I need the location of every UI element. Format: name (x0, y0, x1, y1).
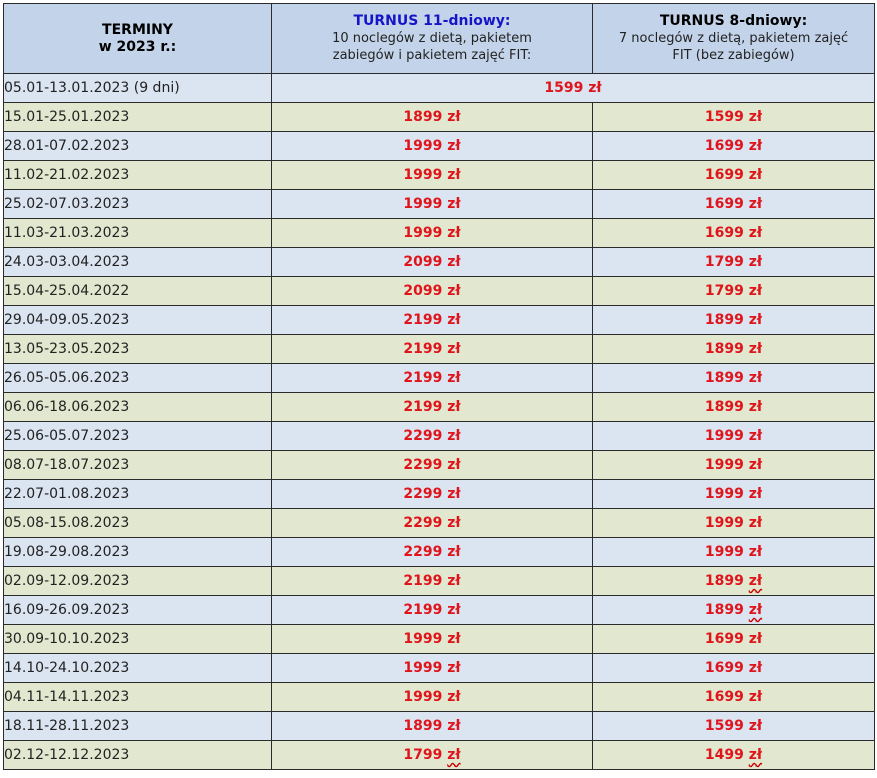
price-8-cell-text: 1999 zł (704, 428, 763, 444)
date-cell (4, 335, 272, 364)
date-cell-text: 02.12-12.12.2023 (4, 747, 130, 763)
header-dates-line2: w 2023 r.: (98, 38, 177, 55)
price-11-cell (272, 625, 593, 654)
price-11-cell-text: 1999 zł (403, 689, 461, 705)
date-cell (4, 683, 272, 712)
date-cell (4, 567, 272, 596)
price-8-cell (593, 567, 875, 596)
price-11-cell-text: 2099 zł (403, 283, 461, 299)
price-cell-merged: 1599 zł (272, 74, 875, 103)
price-11-cell (272, 306, 593, 335)
price-8-cell (593, 103, 875, 132)
price-8-cell-text: 1699 zł (704, 196, 763, 212)
currency-word: zł (748, 747, 763, 763)
price-8-cell-text: 1499 zł (704, 747, 763, 763)
price-8-cell (593, 161, 875, 190)
table-row (4, 219, 875, 248)
date-cell-text: 25.06-05.07.2023 (4, 428, 130, 444)
price-8-cell (593, 712, 875, 741)
price-11-cell-text: 2299 zł (403, 515, 461, 531)
header-8-day-title: TURNUS 8-dniowy: (659, 13, 808, 29)
price-8-cell-text: 1699 zł (704, 225, 763, 241)
header-11-day (272, 4, 593, 74)
price-11-cell-text: 2199 zł (403, 312, 461, 328)
table-row (4, 625, 875, 654)
header-8-day (593, 4, 875, 74)
date-cell: 05.01-13.01.2023 (9 dni) (4, 74, 272, 103)
price-8-cell-text: 1699 zł (704, 631, 763, 647)
price-8-cell (593, 538, 875, 567)
date-cell-text: 29.04-09.05.2023 (4, 312, 130, 328)
price-8-cell (593, 741, 875, 770)
date-cell-text: 05.08-15.08.2023 (4, 515, 130, 531)
price-11-cell (272, 422, 593, 451)
date-cell-text: 19.08-29.08.2023 (4, 544, 130, 560)
price-11-cell (272, 364, 593, 393)
date-cell (4, 480, 272, 509)
price-8-cell-text: 1599 zł (704, 718, 763, 734)
price-11-cell (272, 712, 593, 741)
header-8-day-line2: FIT (bez zabiegów) (672, 48, 795, 63)
price-11-cell-text: 1899 zł (403, 109, 461, 125)
price-11-cell-text: 2299 zł (403, 544, 461, 560)
header-dates-line1: TERMINY (102, 21, 173, 38)
price-8-cell (593, 451, 875, 480)
header-11-day-title: TURNUS 11-dniowy: (353, 13, 511, 29)
price-8-cell (593, 625, 875, 654)
price-8-cell (593, 654, 875, 683)
date-cell (4, 596, 272, 625)
price-11-cell-text: 1999 zł (403, 225, 461, 241)
price-8-cell (593, 248, 875, 277)
date-cell (4, 393, 272, 422)
date-cell (4, 625, 272, 654)
date-cell-text: 08.07-18.07.2023 (4, 457, 130, 473)
price-8-cell-text: 1899 zł (704, 399, 763, 415)
price-8-cell-text: 1699 zł (704, 138, 763, 154)
date-cell (4, 103, 272, 132)
header-row (4, 4, 875, 74)
date-cell-text: 11.02-21.02.2023 (4, 167, 130, 183)
currency-word: zł (748, 602, 763, 618)
table-row (4, 161, 875, 190)
date-cell (4, 219, 272, 248)
price-8-cell-text: 1899 zł (704, 370, 763, 386)
header-dates (4, 4, 272, 74)
price-8-cell (593, 509, 875, 538)
price-8-cell (593, 364, 875, 393)
price-8-cell-text: 1699 zł (704, 689, 763, 705)
date-cell (4, 654, 272, 683)
table-row (4, 74, 875, 103)
date-cell (4, 132, 272, 161)
price-8-cell-text: 1899 zł (704, 573, 763, 589)
table-row (4, 190, 875, 219)
price-8-cell (593, 480, 875, 509)
table-row (4, 306, 875, 335)
price-table (3, 3, 875, 770)
price-8-cell-text: 1999 zł (704, 457, 763, 473)
date-cell-text: 30.09-10.10.2023 (4, 631, 130, 647)
price-11-cell (272, 277, 593, 306)
price-11-cell-text: 1899 zł (403, 718, 461, 734)
price-11-cell-text: 2299 zł (403, 428, 461, 444)
table-row (4, 538, 875, 567)
date-cell (4, 741, 272, 770)
price-11-cell (272, 219, 593, 248)
price-11-cell (272, 683, 593, 712)
table-row (4, 335, 875, 364)
date-cell (4, 509, 272, 538)
price-11-cell (272, 190, 593, 219)
price-11-cell (272, 480, 593, 509)
date-cell (4, 161, 272, 190)
price-8-cell-text: 1899 zł (704, 312, 763, 328)
price-11-cell-text: 2299 zł (403, 457, 461, 473)
table-row (4, 712, 875, 741)
price-8-cell-text: 1999 zł (704, 544, 763, 560)
table-row (4, 277, 875, 306)
table-row (4, 393, 875, 422)
price-8-cell-text: 1799 zł (704, 283, 763, 299)
table-row (4, 103, 875, 132)
price-11-cell-text: 2299 zł (403, 486, 461, 502)
price-8-cell-text: 1599 zł (704, 109, 763, 125)
currency-word: zł (748, 573, 763, 589)
price-11-cell-text: 1799 zł (403, 747, 461, 763)
table-row (4, 364, 875, 393)
price-8-cell (593, 132, 875, 161)
date-cell-text: 25.02-07.03.2023 (4, 196, 130, 212)
price-11-cell (272, 451, 593, 480)
price-8-cell (593, 393, 875, 422)
price-11-cell-text: 1999 zł (403, 631, 461, 647)
price-11-cell (272, 393, 593, 422)
date-cell (4, 248, 272, 277)
price-8-cell-text: 1699 zł (704, 660, 763, 676)
date-cell-text: 11.03-21.03.2023 (4, 225, 130, 241)
date-cell-text: 22.07-01.08.2023 (4, 486, 130, 502)
price-11-cell-text: 1999 zł (403, 167, 461, 183)
price-8-cell (593, 219, 875, 248)
price-8-cell (593, 422, 875, 451)
price-8-cell (593, 683, 875, 712)
price-11-cell (272, 567, 593, 596)
date-cell (4, 306, 272, 335)
table-row (4, 509, 875, 538)
date-cell (4, 190, 272, 219)
date-cell (4, 422, 272, 451)
price-11-cell-text: 2199 zł (403, 573, 461, 589)
header-11-day-line2: zabiegów i pakietem zajęć FIT: (332, 48, 532, 63)
price-11-cell-text: 1999 zł (403, 138, 461, 154)
price-11-cell (272, 161, 593, 190)
price-8-cell (593, 596, 875, 625)
table-row (4, 422, 875, 451)
date-cell-text: 15.04-25.04.2022 (4, 283, 130, 299)
date-cell-text: 13.05-23.05.2023 (4, 341, 130, 357)
table-row (4, 248, 875, 277)
table-row (4, 654, 875, 683)
date-cell-text: 18.11-28.11.2023 (4, 718, 130, 734)
price-11-cell (272, 335, 593, 364)
price-11-cell-text: 2199 zł (403, 341, 461, 357)
date-cell (4, 712, 272, 741)
table-row (4, 683, 875, 712)
date-cell-text: 15.01-25.01.2023 (4, 109, 130, 125)
price-8-cell-text: 1699 zł (704, 167, 763, 183)
date-cell-text: 28.01-07.02.2023 (4, 138, 130, 154)
price-8-cell-text: 1999 zł (704, 486, 763, 502)
price-8-cell (593, 335, 875, 364)
date-cell-text: 26.05-05.06.2023 (4, 370, 130, 386)
price-11-cell (272, 654, 593, 683)
header-11-day-line1: 10 noclegów z dietą, pakietem (332, 31, 532, 46)
table-row (4, 480, 875, 509)
price-8-cell-text: 1899 zł (704, 341, 763, 357)
price-11-cell (272, 103, 593, 132)
price-11-cell-text: 1999 zł (403, 660, 461, 676)
date-cell-text: 02.09-12.09.2023 (4, 573, 130, 589)
price-11-cell-text: 1999 zł (403, 196, 461, 212)
date-cell-text: 24.03-03.04.2023 (4, 254, 130, 270)
price-8-cell (593, 277, 875, 306)
table-row (4, 596, 875, 625)
date-cell-text: 06.06-18.06.2023 (4, 399, 130, 415)
table-row (4, 567, 875, 596)
price-11-cell-text: 2199 zł (403, 370, 461, 386)
price-11-cell (272, 741, 593, 770)
price-11-cell-text: 2099 zł (403, 254, 461, 270)
date-cell-text: 04.11-14.11.2023 (4, 689, 130, 705)
price-11-cell (272, 132, 593, 161)
price-8-cell (593, 190, 875, 219)
price-11-cell (272, 248, 593, 277)
price-11-cell-text: 2199 zł (403, 602, 461, 618)
price-8-cell-text: 1999 zł (704, 515, 763, 531)
price-8-cell-text: 1899 zł (704, 602, 763, 618)
date-cell (4, 277, 272, 306)
date-cell (4, 538, 272, 567)
table-row (4, 741, 875, 770)
price-11-cell (272, 596, 593, 625)
price-8-cell (593, 306, 875, 335)
header-8-day-line1: 7 noclegów z dietą, pakietem zajęć (618, 31, 849, 46)
price-11-cell-text: 2199 zł (403, 399, 461, 415)
date-cell-text: 14.10-24.10.2023 (4, 660, 130, 676)
price-8-cell-text: 1799 zł (704, 254, 763, 270)
table-row (4, 132, 875, 161)
date-cell (4, 364, 272, 393)
date-cell-text: 16.09-26.09.2023 (4, 602, 130, 618)
price-11-cell (272, 538, 593, 567)
currency-word: zł (447, 747, 461, 763)
date-cell (4, 451, 272, 480)
price-11-cell (272, 509, 593, 538)
table-row (4, 451, 875, 480)
